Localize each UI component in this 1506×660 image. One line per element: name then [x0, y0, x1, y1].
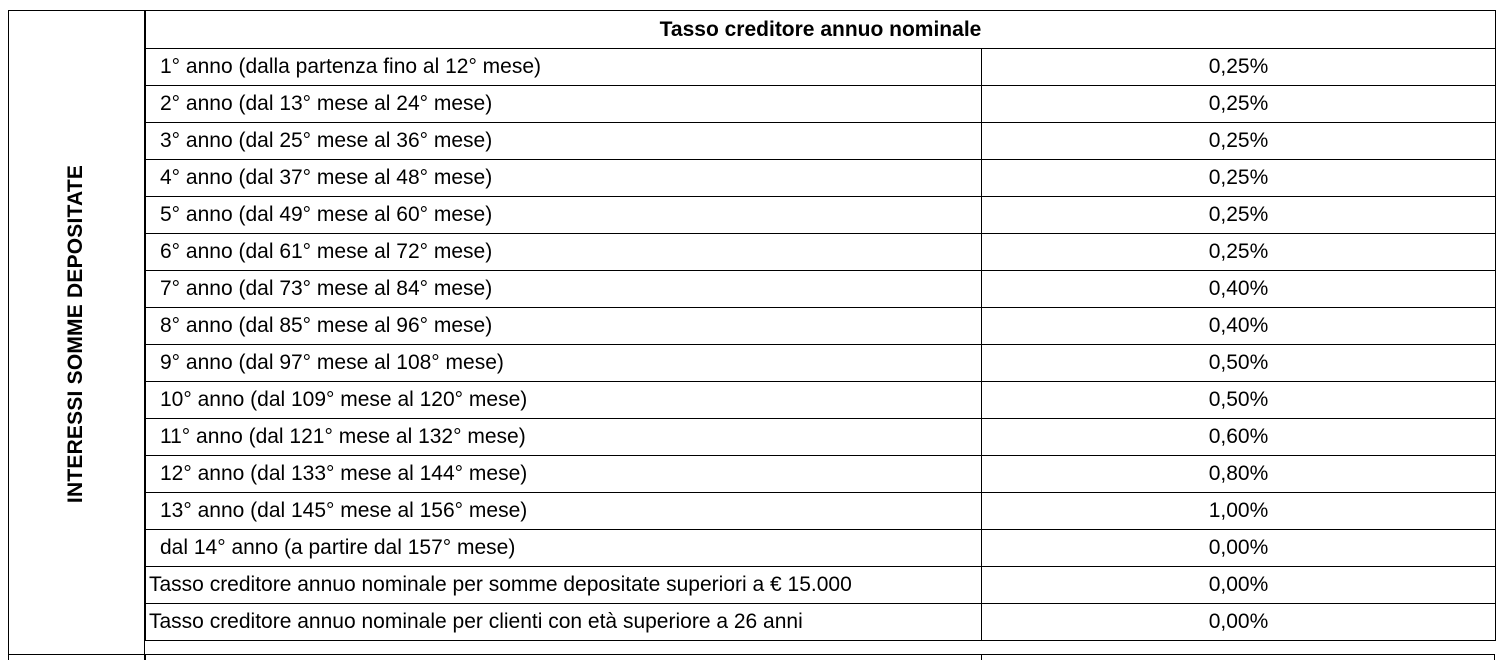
period-label: dal 14° anno (a partire dal 157° mese) [146, 530, 982, 567]
bottom-divider [145, 654, 146, 660]
condition-label: Tasso creditore annuo nominale per clienti con età superiore a 26 anni [146, 604, 982, 641]
period-label: 9° anno (dal 97° mese al 108° mese) [146, 345, 982, 382]
condition-label: Tasso creditore annuo nominale per somme depositate superiori a € 15.000 [146, 567, 982, 604]
rate-value: 0,40% [982, 308, 1496, 345]
rate-value: 0,25% [982, 86, 1496, 123]
rate-value: 0,25% [982, 160, 1496, 197]
period-label: 4° anno (dal 37° mese al 48° mese) [146, 160, 982, 197]
rate-value: 0,00% [982, 530, 1496, 567]
rate-value: 0,25% [982, 49, 1496, 86]
period-label: 1° anno (dalla partenza fino al 12° mese) [146, 49, 982, 86]
rate-value: 0,25% [982, 123, 1496, 160]
table-row [146, 530, 1496, 567]
rate-value: 0,50% [982, 345, 1496, 382]
table-row [146, 86, 1496, 123]
rate-value: 1,00% [982, 493, 1496, 530]
table-row [146, 49, 1496, 86]
section-label: INTERESSI SOMME DEPOSITATE [64, 164, 87, 504]
period-label: 8° anno (dal 85° mese al 96° mese) [146, 308, 982, 345]
period-label: 12° anno (dal 133° mese al 144° mese) [146, 456, 982, 493]
period-label: 7° anno (dal 73° mese al 84° mese) [146, 271, 982, 308]
table-row [146, 308, 1496, 345]
table-row [146, 604, 1496, 641]
table-row [146, 345, 1496, 382]
rate-value: 0,60% [982, 419, 1496, 456]
bottom-border [8, 654, 1495, 655]
rate-value: 0,40% [982, 271, 1496, 308]
table-row [146, 419, 1496, 456]
rate-value: 0,50% [982, 382, 1496, 419]
header-row [146, 11, 1496, 49]
period-label: 2° anno (dal 13° mese al 24° mese) [146, 86, 982, 123]
rates-table [145, 10, 1496, 641]
period-label: 6° anno (dal 61° mese al 72° mese) [146, 234, 982, 271]
bottom-divider [981, 654, 982, 660]
bottom-divider [1494, 654, 1495, 660]
table-row [146, 160, 1496, 197]
rate-value: 0,00% [982, 567, 1496, 604]
table-header: Tasso creditore annuo nominale [146, 11, 1496, 49]
period-label: 11° anno (dal 121° mese al 132° mese) [146, 419, 982, 456]
rate-value: 0,80% [982, 456, 1496, 493]
rate-value: 0,00% [982, 604, 1496, 641]
period-label: 5° anno (dal 49° mese al 60° mese) [146, 197, 982, 234]
period-label: 10° anno (dal 109° mese al 120° mese) [146, 382, 982, 419]
table-row [146, 456, 1496, 493]
period-label: 3° anno (dal 25° mese al 36° mese) [146, 123, 982, 160]
table-row [146, 567, 1496, 604]
table-row [146, 123, 1496, 160]
table-row [146, 271, 1496, 308]
table-row [146, 234, 1496, 271]
rate-value: 0,25% [982, 234, 1496, 271]
table-row [146, 382, 1496, 419]
rate-value: 0,25% [982, 197, 1496, 234]
table-row [146, 197, 1496, 234]
table-row [146, 493, 1496, 530]
period-label: 13° anno (dal 145° mese al 156° mese) [146, 493, 982, 530]
